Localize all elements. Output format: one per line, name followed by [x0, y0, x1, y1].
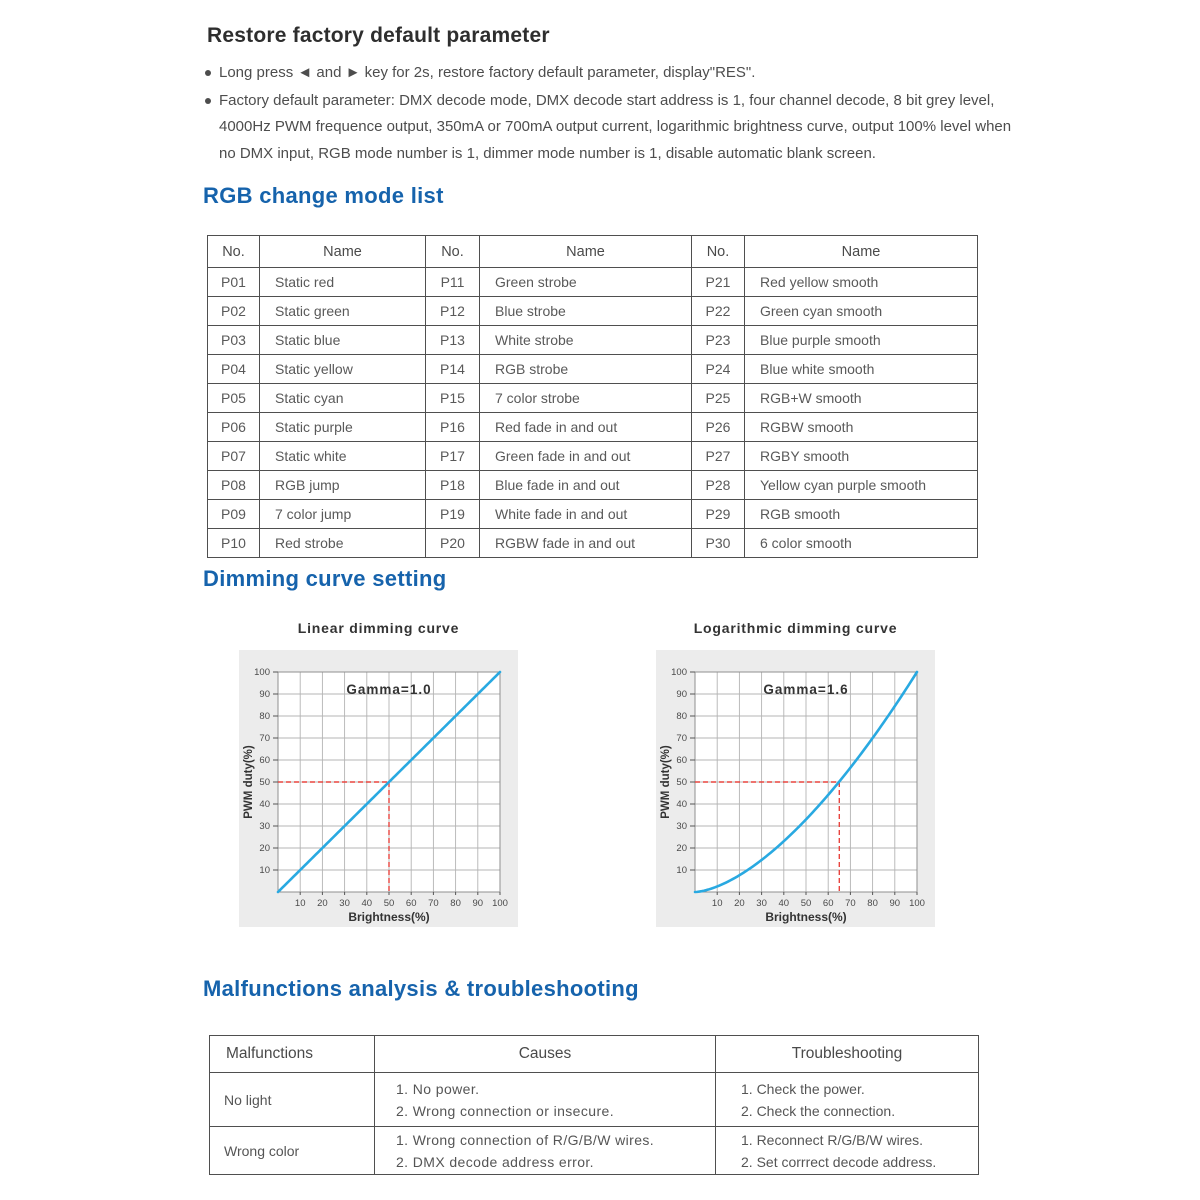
mode-number-cell: P07 [208, 442, 260, 471]
table-row [208, 326, 978, 355]
mode-number-cell: P08 [208, 471, 260, 500]
y-tick-label: 100 [254, 667, 270, 679]
mode-number-cell: P01 [208, 268, 260, 297]
y-tick-label: 70 [676, 733, 687, 745]
x-tick-label: 100 [909, 898, 925, 909]
x-tick-label: 70 [428, 898, 439, 909]
mode-name-cell: Red yellow smooth [745, 268, 978, 297]
mode-name-cell: White strobe [480, 326, 692, 355]
malfunction-col-header: Causes [375, 1036, 716, 1073]
mode-number-cell: P22 [692, 297, 745, 326]
causes-cell [375, 1073, 716, 1127]
y-tick-label: 50 [676, 777, 687, 789]
x-tick-label: 30 [756, 898, 767, 909]
mode-number-cell: P11 [426, 268, 480, 297]
mode-number-cell: P29 [692, 500, 745, 529]
table-row [208, 500, 978, 529]
y-tick-label: 90 [676, 689, 687, 701]
mode-number-cell: P14 [426, 355, 480, 384]
rgb-col-header: Name [260, 236, 426, 268]
y-tick-label: 70 [259, 733, 270, 745]
malfunction-name-cell: Wrong color [210, 1127, 375, 1175]
x-axis-label: Brightness(%) [765, 910, 847, 924]
mode-name-cell: Red fade in and out [480, 413, 692, 442]
y-tick-label: 10 [676, 865, 687, 877]
malfunction-section-heading: Malfunctions analysis & troubleshooting [203, 976, 639, 1001]
x-tick-label: 20 [317, 898, 328, 909]
x-tick-label: 100 [492, 898, 508, 909]
table-row [208, 355, 978, 384]
mode-name-cell: White fade in and out [480, 500, 692, 529]
x-tick-label: 90 [472, 898, 484, 909]
y-tick-label: 20 [259, 843, 270, 855]
linear-dimming-chart [239, 650, 518, 927]
malfunction-name-cell: No light [210, 1073, 375, 1127]
mode-name-cell: RGB strobe [480, 355, 692, 384]
mode-name-cell: Static yellow [260, 355, 426, 384]
y-tick-label: 30 [259, 821, 270, 833]
mode-number-cell: P26 [692, 413, 745, 442]
rgb-col-header: No. [426, 236, 480, 268]
gamma-annotation: Gamma=1.6 [763, 682, 849, 697]
mode-name-cell: Green cyan smooth [745, 297, 978, 326]
malfunction-col-header: Troubleshooting [716, 1036, 979, 1073]
mode-number-cell: P18 [426, 471, 480, 500]
y-tick-label: 30 [676, 821, 687, 833]
y-tick-label: 20 [676, 843, 687, 855]
mode-name-cell: Blue strobe [480, 297, 692, 326]
causes-cell [375, 1127, 716, 1175]
rgb-col-header: No. [208, 236, 260, 268]
logarithmic-chart-title: Logarithmic dimming curve [693, 620, 898, 636]
mode-number-cell: P19 [426, 500, 480, 529]
rgb-section-heading: RGB change mode list [203, 183, 444, 208]
malfunction-col-header: Malfunctions [210, 1036, 375, 1073]
mode-number-cell: P30 [692, 529, 745, 558]
y-tick-label: 80 [259, 711, 270, 723]
table-row [210, 1127, 979, 1175]
troubleshooting-line: 2. Check the connection. [741, 1102, 896, 1119]
y-tick-label: 100 [671, 667, 687, 679]
mode-number-cell: P13 [426, 326, 480, 355]
y-tick-label: 90 [259, 689, 270, 701]
mode-name-cell: RGBW fade in and out [480, 529, 692, 558]
malfunction-table-header-row [210, 1036, 979, 1073]
x-tick-label: 90 [889, 898, 901, 909]
table-row [208, 297, 978, 326]
troubleshooting-cell [716, 1127, 979, 1175]
bullet-item-factory-defaults: Factory default parameter: DMX decode mode, DMX decode start address is 1, four channel decode, 8 bit grey level, 4000Hz PWM frequence output, 350mA or 700mA output current, logarithmic brightness curve, output 100% level when no DMX input, RGB mode number is 1, dimmer mode number is 1, disable automatic blank screen. [204, 88, 1019, 168]
troubleshooting-line: 1. Check the power. [741, 1080, 865, 1097]
mode-number-cell: P24 [692, 355, 745, 384]
mode-number-cell: P12 [426, 297, 480, 326]
x-tick-label: 80 [867, 898, 878, 909]
mode-number-cell: P09 [208, 500, 260, 529]
page-title: Restore factory default parameter [207, 24, 550, 47]
mode-number-cell: P03 [208, 326, 260, 355]
causes-line: 2. Wrong connection or insecure. [396, 1102, 614, 1119]
dimming-section-heading: Dimming curve setting [203, 566, 447, 591]
mode-name-cell: RGBY smooth [745, 442, 978, 471]
mode-number-cell: P28 [692, 471, 745, 500]
y-tick-label: 50 [259, 777, 270, 789]
y-axis-label: PWM duty(%) [660, 745, 672, 819]
mode-name-cell: Static white [260, 442, 426, 471]
mode-name-cell: Blue white smooth [745, 355, 978, 384]
y-tick-label: 40 [676, 799, 687, 811]
mode-name-cell: Static green [260, 297, 426, 326]
mode-name-cell: Static blue [260, 326, 426, 355]
mode-number-cell: P10 [208, 529, 260, 558]
x-tick-label: 50 [800, 898, 812, 909]
x-tick-label: 30 [339, 898, 350, 909]
table-row [208, 268, 978, 297]
mode-number-cell: P25 [692, 384, 745, 413]
rgb-col-header: Name [480, 236, 692, 268]
y-tick-label: 80 [676, 711, 687, 723]
y-axis-label: PWM duty(%) [243, 745, 255, 819]
causes-line: 1. No power. [396, 1080, 480, 1097]
mode-name-cell: Static red [260, 268, 426, 297]
mode-number-cell: P23 [692, 326, 745, 355]
mode-name-cell: Yellow cyan purple smooth [745, 471, 978, 500]
x-tick-label: 10 [294, 898, 306, 909]
y-tick-label: 10 [259, 865, 270, 877]
table-row [208, 384, 978, 413]
table-row [210, 1073, 979, 1127]
mode-name-cell: RGB+W smooth [745, 384, 978, 413]
x-tick-label: 60 [405, 898, 417, 909]
mode-name-cell: 7 color jump [260, 500, 426, 529]
mode-number-cell: P20 [426, 529, 480, 558]
mode-name-cell: RGBW smooth [745, 413, 978, 442]
causes-line: 1. Wrong connection of R/G/B/W wires. [396, 1131, 655, 1148]
mode-name-cell: Static cyan [260, 384, 426, 413]
y-tick-label: 60 [259, 755, 270, 767]
mode-number-cell: P16 [426, 413, 480, 442]
mode-name-cell: RGB jump [260, 471, 426, 500]
x-tick-label: 10 [711, 898, 723, 909]
bullet-item-keys: Long press ◄ and ► key for 2s, restore factory default parameter, display"RES". [204, 60, 1019, 87]
table-row [208, 471, 978, 500]
rgb-mode-table [207, 235, 978, 558]
malfunction-table [209, 1035, 979, 1175]
rgb-table-header-row [208, 236, 978, 268]
linear-chart-title: Linear dimming curve [297, 620, 460, 636]
x-tick-label: 70 [845, 898, 856, 909]
x-tick-label: 60 [822, 898, 834, 909]
rgb-col-header: No. [692, 236, 745, 268]
mode-number-cell: P15 [426, 384, 480, 413]
table-row [208, 529, 978, 558]
mode-number-cell: P05 [208, 384, 260, 413]
gamma-annotation: Gamma=1.0 [346, 682, 432, 697]
bullet-list [204, 60, 1019, 168]
mode-name-cell: RGB smooth [745, 500, 978, 529]
mode-number-cell: P04 [208, 355, 260, 384]
mode-name-cell: Red strobe [260, 529, 426, 558]
x-tick-label: 50 [383, 898, 395, 909]
table-row [208, 442, 978, 471]
mode-name-cell: Blue fade in and out [480, 471, 692, 500]
mode-name-cell: 6 color smooth [745, 529, 978, 558]
y-tick-label: 60 [676, 755, 687, 767]
troubleshooting-cell [716, 1073, 979, 1127]
mode-name-cell: Static purple [260, 413, 426, 442]
mode-number-cell: P21 [692, 268, 745, 297]
mode-name-cell: Green strobe [480, 268, 692, 297]
mode-number-cell: P02 [208, 297, 260, 326]
logarithmic-dimming-chart [656, 650, 935, 927]
x-tick-label: 20 [734, 898, 745, 909]
x-tick-label: 40 [778, 898, 790, 909]
troubleshooting-line: 1. Reconnect R/G/B/W wires. [741, 1131, 924, 1148]
mode-name-cell: 7 color strobe [480, 384, 692, 413]
mode-number-cell: P27 [692, 442, 745, 471]
mode-name-cell: Green fade in and out [480, 442, 692, 471]
causes-line: 2. DMX decode address error. [396, 1153, 594, 1170]
troubleshooting-line: 2. Set corrrect decode address. [741, 1153, 937, 1170]
mode-number-cell: P06 [208, 413, 260, 442]
x-tick-label: 40 [361, 898, 373, 909]
mode-name-cell: Blue purple smooth [745, 326, 978, 355]
y-tick-label: 40 [259, 799, 270, 811]
rgb-col-header: Name [745, 236, 978, 268]
x-tick-label: 80 [450, 898, 461, 909]
table-row [208, 413, 978, 442]
x-axis-label: Brightness(%) [348, 910, 430, 924]
mode-number-cell: P17 [426, 442, 480, 471]
